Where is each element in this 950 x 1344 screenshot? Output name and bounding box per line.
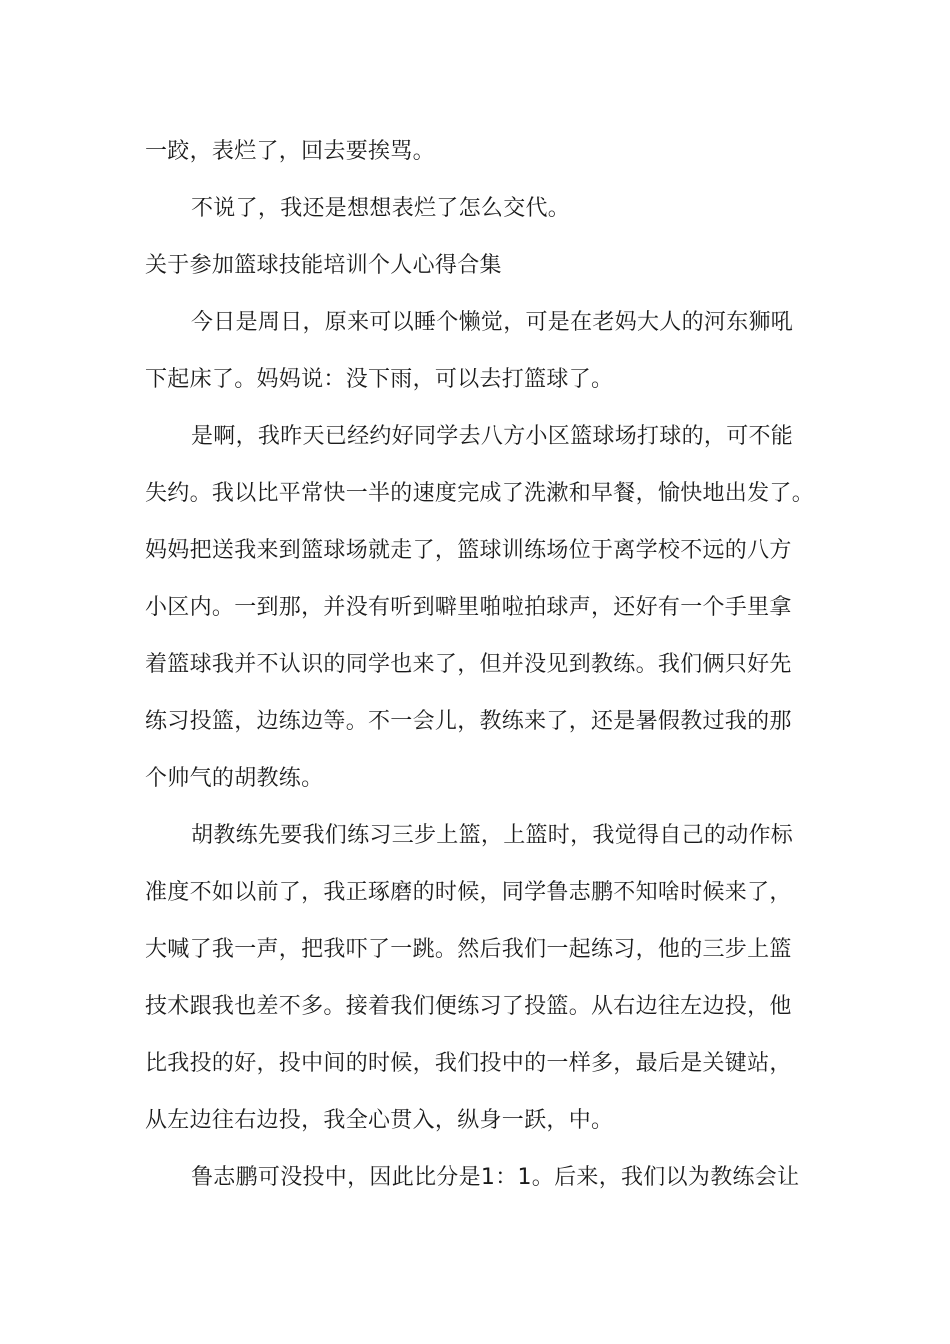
text-line: 失约。我以比平常快一半的速度完成了洗漱和早餐，愉快地出发了。 [145, 481, 815, 506]
text-line: 着篮球我并不认识的同学也来了，但并没见到教练。我们俩只好先 [145, 652, 792, 677]
text-line: 个帅气的胡教练。 [145, 766, 324, 791]
text-line: 技术跟我也差不多。接着我们便练习了投篮。从右边往左边投，他 [145, 994, 792, 1019]
paragraph-start: 胡教练先要我们练习三步上篮，上篮时，我觉得自己的动作标 [191, 823, 794, 848]
paragraph-start: 鲁志鹏可没投中，因此比分是1：1。后来，我们以为教练会让 [191, 1165, 800, 1190]
text-line: 小区内。一到那，并没有听到噼里啪啦拍球声，还好有一个手里拿 [145, 595, 792, 620]
text-line: 比我投的好，投中间的时候，我们投中的一样多，最后是关键站， [145, 1051, 792, 1076]
text-line: 练习投篮，边练边等。不一会儿，教练来了，还是暑假教过我的那 [145, 709, 792, 734]
paragraph-start: 不说了，我还是想想表烂了怎么交代。 [191, 196, 571, 221]
text-line: 大喊了我一声，把我吓了一跳。然后我们一起练习，他的三步上篮 [145, 937, 792, 962]
text-line: 准度不如以前了，我正琢磨的时候，同学鲁志鹏不知啥时候来了， [145, 880, 792, 905]
paragraph-start: 今日是周日，原来可以睡个懒觉，可是在老妈大人的河东狮吼 [191, 310, 794, 335]
text-line: 妈妈把送我来到篮球场就走了，篮球训练场位于离学校不远的八方 [145, 538, 792, 563]
paragraph-start: 是啊，我昨天已经约好同学去八方小区篮球场打球的，可不能 [191, 424, 794, 449]
section-heading: 关于参加篮球技能培训个人心得合集 [145, 253, 502, 278]
text-line: 一跤，表烂了，回去要挨骂。 [145, 139, 435, 164]
text-line: 下起床了。妈妈说：没下雨，可以去打篮球了。 [145, 367, 614, 392]
text-line: 从左边往右边投，我全心贯入，纵身一跃，中。 [145, 1108, 614, 1133]
